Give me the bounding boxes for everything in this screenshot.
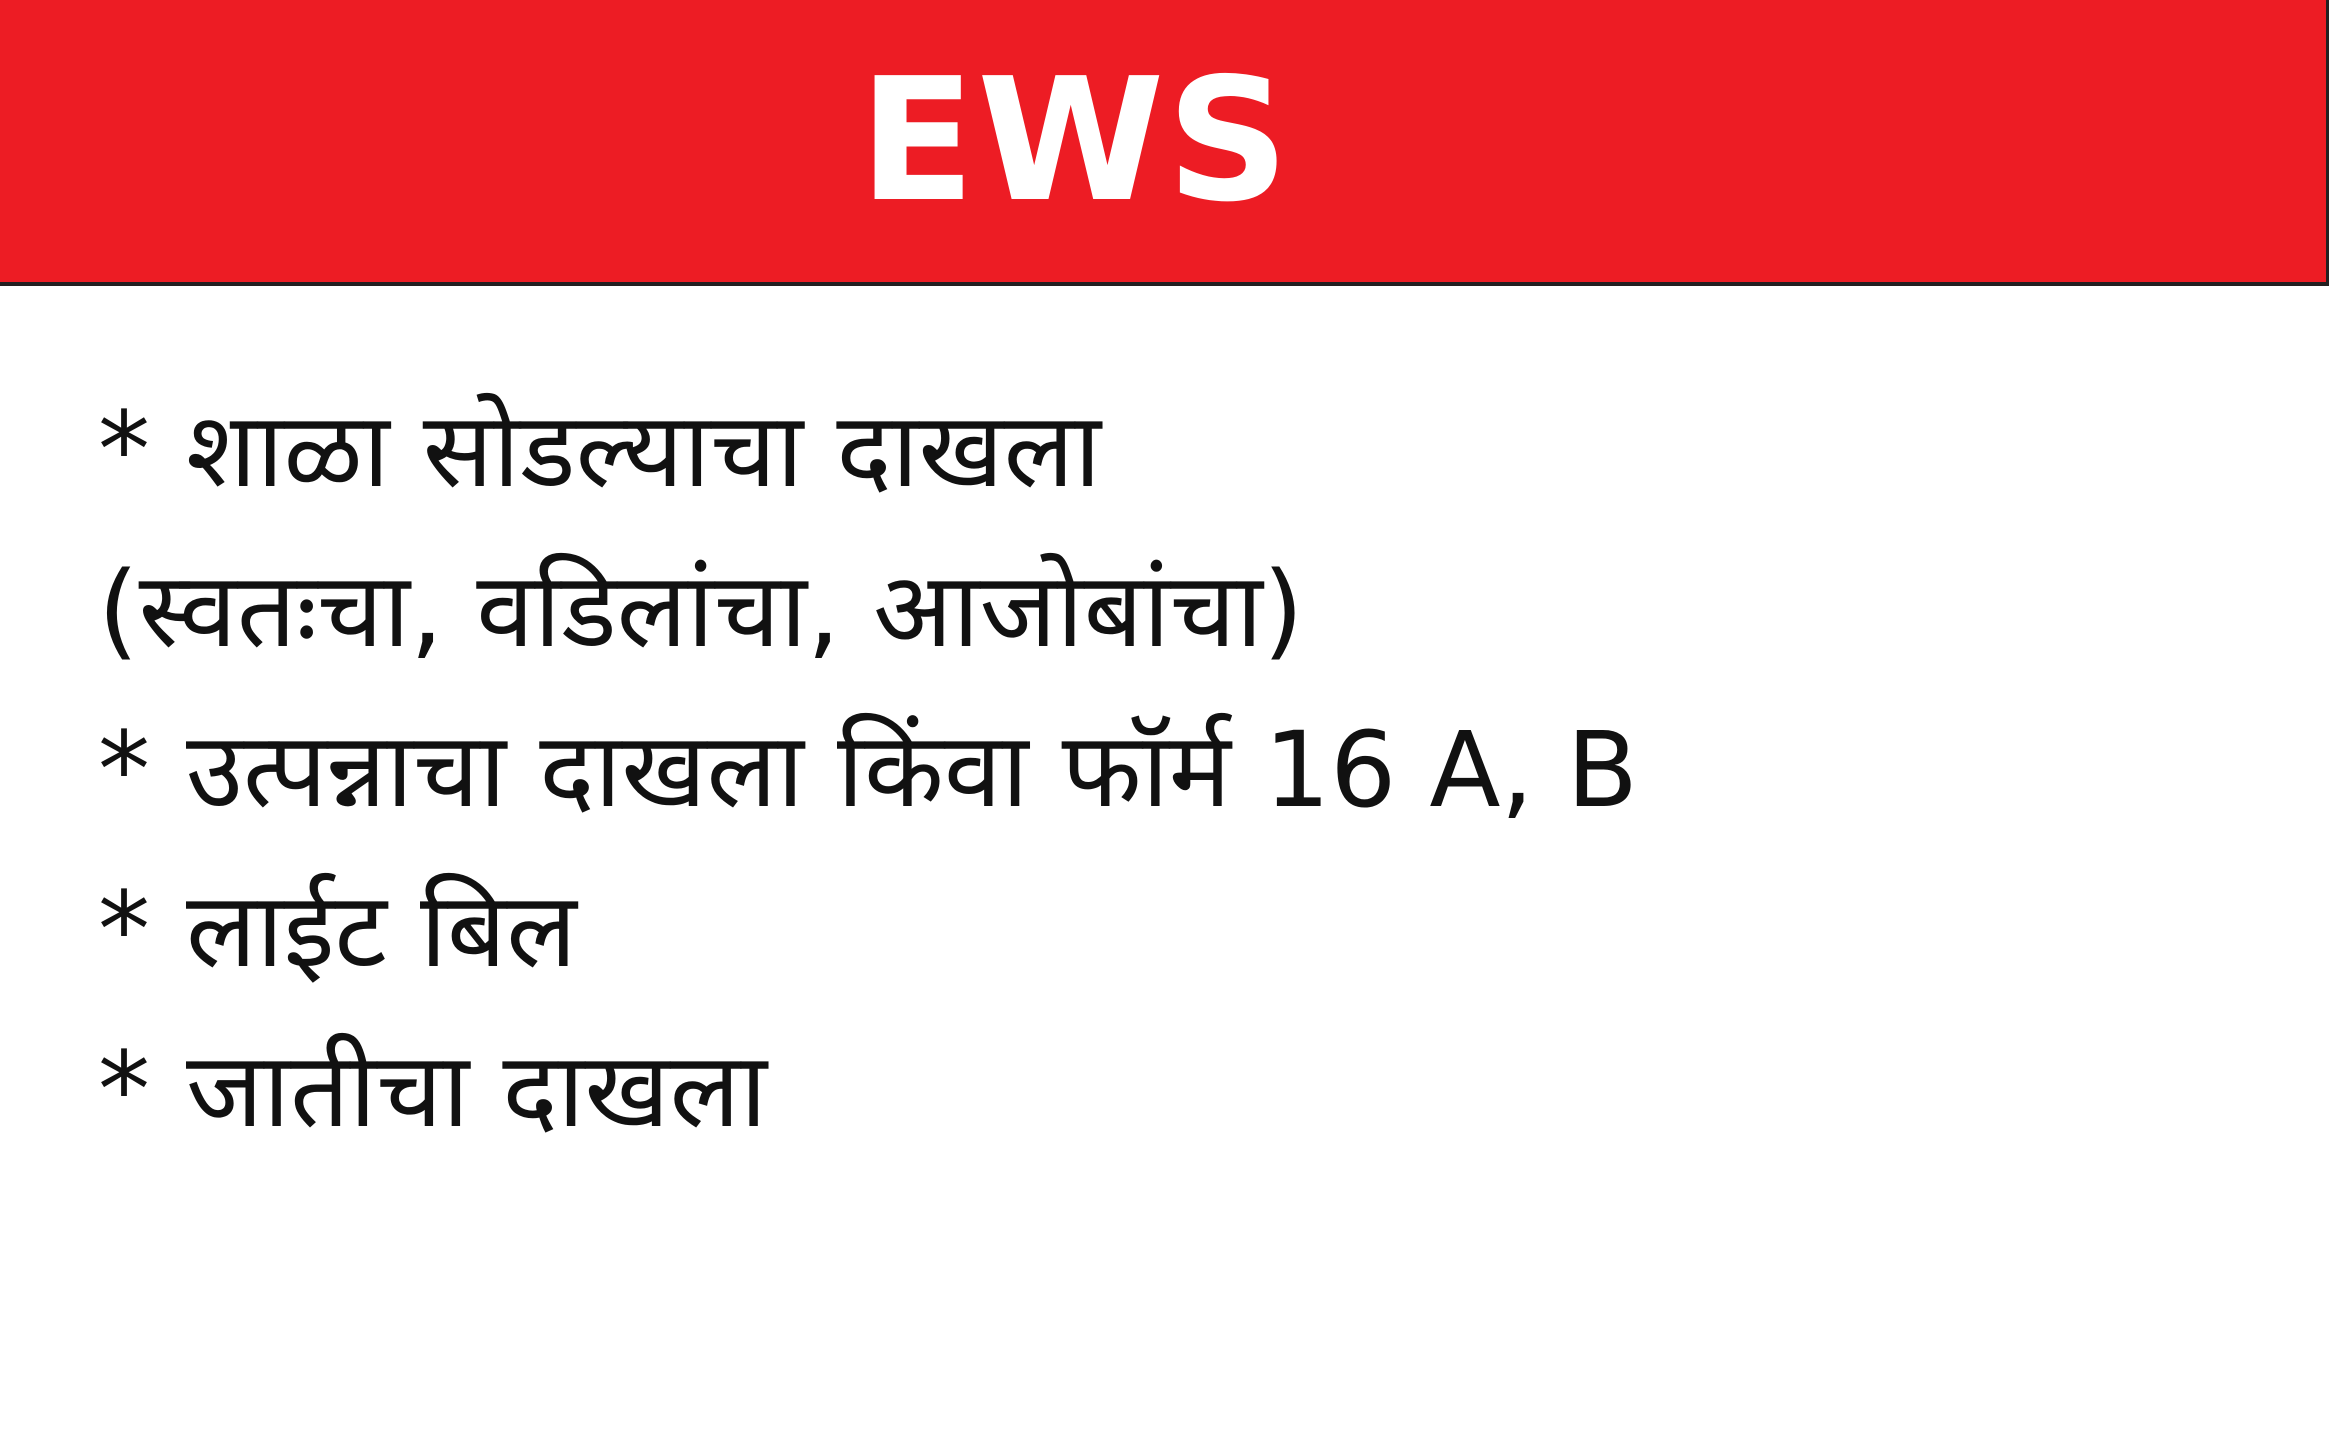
list-item-text: शाळा सोडल्याचा दाखला	[186, 389, 1102, 511]
list-item-text: उत्पन्नाचा दाखला किंवा फॉर्म 16 A, B	[186, 709, 1639, 831]
bullet-marker: *	[98, 1029, 150, 1151]
list-item-text: लाईट बिल	[186, 869, 577, 991]
list-item-text: जातीचा दाखला	[186, 1029, 768, 1151]
list-item-continuation	[98, 530, 2248, 690]
list-item	[98, 850, 2248, 1010]
bullet-marker: *	[98, 869, 150, 991]
header-banner	[0, 0, 2329, 286]
bullet-marker: *	[98, 389, 150, 511]
document-list	[98, 370, 2248, 1170]
list-item-text: (स्वतःचा, वडिलांचा, आजोबांचा)	[98, 549, 1304, 671]
list-item	[98, 1010, 2248, 1170]
list-item	[98, 690, 2248, 850]
bullet-marker: *	[98, 709, 150, 831]
list-item	[98, 370, 2248, 530]
page-title: EWS	[858, 42, 1292, 240]
